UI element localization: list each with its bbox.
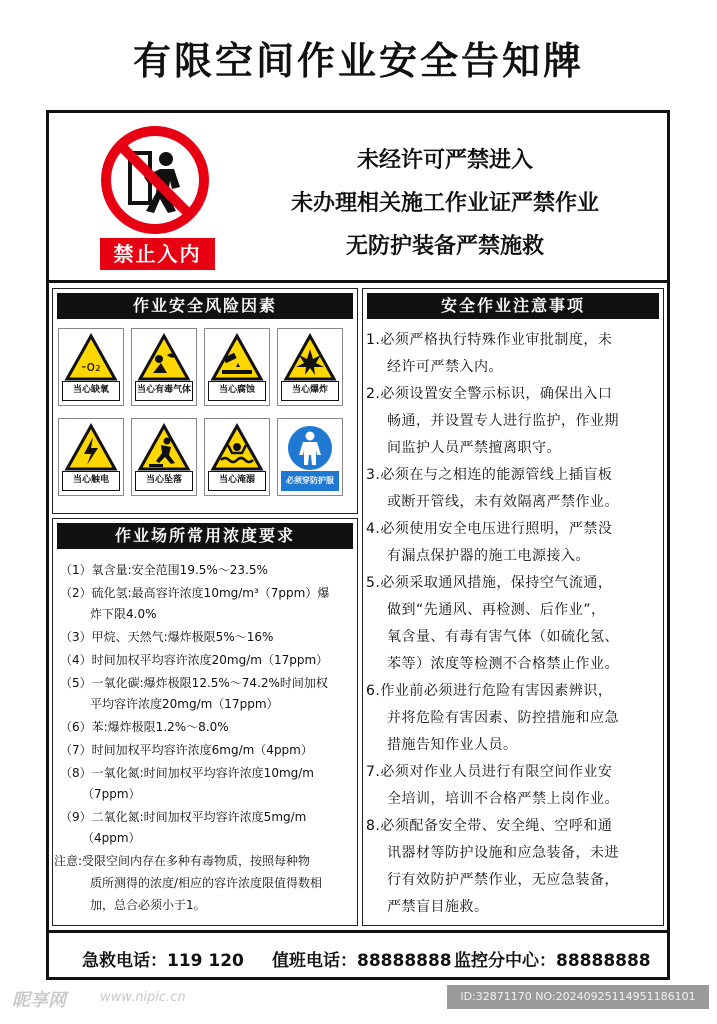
prohibit-tag: 禁止入内	[100, 238, 215, 270]
concentration-item-1: （1）氧含量:安全范围19.5%～23.5%	[60, 563, 268, 577]
hazard-sign-corrosion	[204, 328, 270, 406]
prohibit-line-2: 未办理相关施工作业证严禁作业	[290, 191, 599, 216]
hazard-label: 当心缺氧	[62, 381, 120, 401]
notes-header: 安全作业注意事项	[367, 293, 659, 319]
hazard-label: 当心爆炸	[281, 381, 339, 401]
divider-bottom	[46, 930, 670, 933]
drowning-warning-icon	[210, 423, 264, 473]
hazard-label: 当心触电	[62, 471, 120, 491]
note-line: 畅通，并设置专人进行监护，作业期	[387, 413, 619, 429]
emergency-phone: 急救电话：119 120	[82, 951, 244, 971]
hazard-label: 当心淹溺	[208, 471, 266, 491]
hazard-label: 当心腐蚀	[208, 381, 266, 401]
prohibit-line-1: 未经许可严禁进入	[356, 148, 533, 173]
no-entry-icon	[100, 125, 210, 235]
hazard-sign-explosion	[277, 328, 343, 406]
concentration-item-5: （5）一氧化碳:爆炸极限12.5%～74.2%时间加权	[60, 676, 328, 690]
note-line: 5.必须采取通风措施，保持空气流通，	[366, 575, 613, 591]
concentration-note-1: 注意:受限空间内存在多种有毒物质，按照每种物	[54, 854, 311, 868]
note-line: 或断开管线，未有效隔离严禁作业。	[387, 494, 619, 510]
hazard-label: 当心坠落	[135, 471, 193, 491]
oxygen-deficiency-warning-icon	[64, 333, 118, 383]
watermark-logo: 昵享网	[12, 990, 66, 1011]
svg-text:-o₂: -o₂	[81, 359, 101, 375]
prohibit-line-3: 无防护装备严禁施救	[345, 234, 544, 259]
risk-header: 作业安全风险因素	[57, 293, 353, 319]
note-line: 苯等）浓度等检测不合格禁止作业。	[387, 656, 619, 672]
note-line: 严禁盲目施救。	[387, 899, 489, 915]
concentration-item-5-cont: 平均容许浓度20mg/m（17ppm）	[90, 697, 279, 711]
concentration-item-2: （2）硫化氢:最高容许浓度10mg/m³（7ppm）爆	[60, 586, 330, 600]
toxic-gas-warning-icon	[137, 333, 191, 383]
concentration-item-6: （6）苯:爆炸极限1.2%～8.0%	[60, 720, 229, 734]
note-line: 间监护人员严禁擅离职守。	[387, 440, 561, 456]
note-line: 做到“先通风、再检测、后作业”，	[387, 602, 606, 618]
note-line: 措施告知作业人员。	[387, 737, 518, 753]
note-line: 7.必须对作业人员进行有限空间作业安	[366, 764, 613, 780]
note-line: 3.必须在与之相连的能源管线上插盲板	[366, 467, 613, 483]
concentration-note-3: 加，总合必须小于1。	[90, 898, 206, 912]
concentration-item-8-cont: （7ppm）	[82, 787, 141, 801]
concentration-item-9-cont: （4ppm）	[82, 831, 141, 845]
watermark-url: www.nipic.cn	[100, 990, 186, 1005]
hazard-sign-toxic-gas	[131, 328, 197, 406]
note-line: 2.必须设置安全警示标识，确保出入口	[366, 386, 613, 402]
concentration-item-8: （8）一氧化氮:时间加权平均容许浓度10mg/m	[60, 766, 314, 780]
divider-top	[46, 280, 670, 283]
note-line: 全培训，培训不合格严禁上岗作业。	[387, 791, 619, 807]
concentration-item-2-cont: 炸下限4.0%	[90, 607, 157, 621]
note-line: 有漏点保护器的施工电源接入。	[387, 548, 590, 564]
hazard-label: 必须穿防护服	[281, 471, 339, 491]
concentration-item-7: （7）时间加权平均容许浓度6mg/m（4ppm）	[60, 743, 313, 757]
prohibit-block	[100, 125, 215, 270]
watermark-id: ID:32871170 NO:20240925114951186101	[447, 985, 709, 1009]
note-line: 6.作业前必须进行危险有害因素辨识，	[366, 683, 613, 699]
note-line: 4.必须使用安全电压进行照明，严禁没	[366, 521, 613, 537]
electric-shock-warning-icon	[64, 423, 118, 473]
note-line: 讯器材等防护设施和应急装备，未进	[387, 845, 619, 861]
hazard-sign-fall	[131, 418, 197, 496]
page-title: 有限空间作业安全告知牌	[132, 39, 584, 83]
hazard-label: 当心有毒气体	[135, 381, 193, 401]
note-line: 行有效防护严禁作业，无应急装备，	[387, 872, 619, 888]
hazard-sign-electric-shock	[58, 418, 124, 496]
protective-suit-icon	[283, 423, 337, 473]
hazard-sign-protective-suit	[277, 418, 343, 496]
note-line: 1.必须严格执行特殊作业审批制度，未	[366, 332, 613, 348]
concentration-item-4: （4）时间加权平均容许浓度20mg/m（17ppm）	[60, 653, 329, 667]
fall-warning-icon	[137, 423, 191, 473]
explosion-warning-icon	[283, 333, 337, 383]
note-line: 氧含量、有毒有害气体（如硫化氢、	[387, 629, 619, 645]
note-line: 并将危险有害因素、防控措施和应急	[387, 710, 619, 726]
hazard-sign-drowning	[204, 418, 270, 496]
note-line: 经许可严禁入内。	[387, 359, 503, 375]
monitor-center-phone: 监控分中心：88888888	[454, 951, 651, 971]
note-line: 8.必须配备安全带、安全绳、空呼和通	[366, 818, 613, 834]
hazard-sign-oxygen	[58, 328, 124, 406]
concentration-header: 作业场所常用浓度要求	[57, 523, 353, 549]
duty-phone: 值班电话：88888888	[272, 951, 452, 971]
concentration-item-3: （3）甲烷、天然气:爆炸极限5%～16%	[60, 630, 274, 644]
concentration-item-9: （9）二氧化氮:时间加权平均容许浓度5mg/m	[60, 810, 307, 824]
concentration-note-2: 质所测得的浓度/相应的容许浓度限值得数相	[90, 876, 323, 890]
corrosion-warning-icon	[210, 333, 264, 383]
